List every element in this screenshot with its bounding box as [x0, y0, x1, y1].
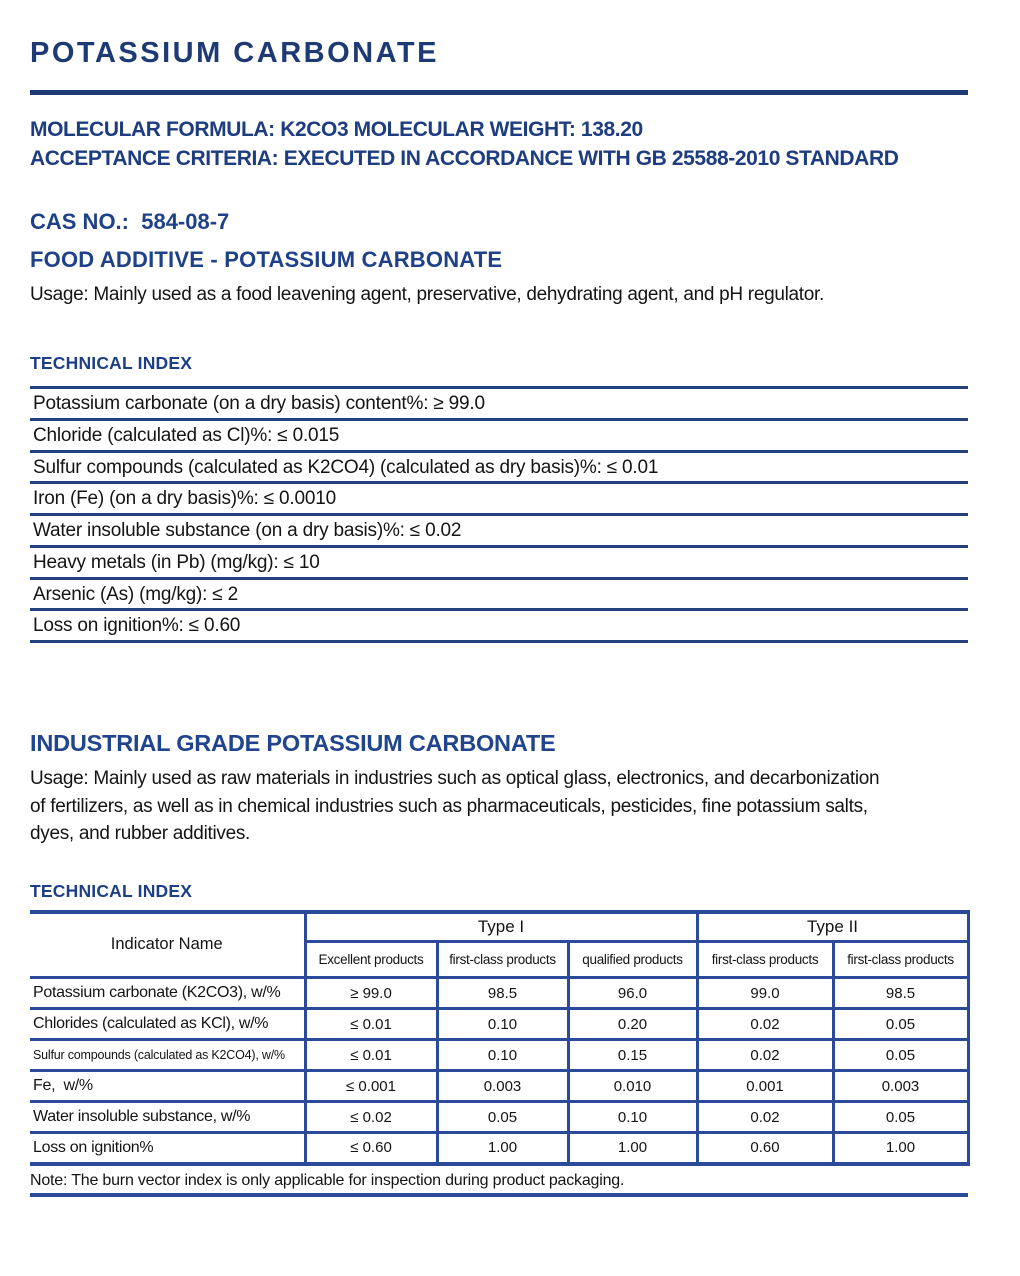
spec-row-text: Loss on ignition%: ≤ 0.60	[33, 615, 241, 637]
spec-row-text: Water insoluble substance (on a dry basis)%: ≤ 0.02	[33, 520, 462, 541]
value-cell: 0.05	[437, 1102, 568, 1133]
food-additive-heading: FOOD ADDITIVE - POTASSIUM CARBONATE	[30, 247, 503, 272]
value-cell: 1.00	[437, 1133, 568, 1164]
document-page	[0, 37, 1020, 1276]
value-cell: 0.02	[697, 1102, 833, 1133]
value-cell: ≤ 0.60	[305, 1133, 437, 1164]
sub-header-cell: qualified products	[568, 942, 697, 978]
spec-row	[30, 577, 968, 609]
value-cell: 0.02	[697, 1009, 833, 1040]
value-cell: ≥ 99.0	[305, 978, 437, 1009]
industrial-grade-heading: INDUSTRIAL GRADE POTASSIUM CARBONATE	[30, 730, 556, 756]
spec-row	[30, 450, 968, 482]
value-cell: 96.0	[568, 978, 697, 1009]
value-cell: 0.20	[568, 1009, 697, 1040]
molecular-info-block	[30, 116, 968, 173]
sub-header-cell: first-class products	[697, 942, 833, 978]
indicator-name-header: Indicator Name	[30, 912, 305, 978]
spec-row	[30, 513, 968, 545]
value-cell: 1.00	[568, 1133, 697, 1164]
value-cell: 1.00	[833, 1133, 968, 1164]
technical-index-heading-industrial: TECHNICAL INDEX	[30, 880, 193, 901]
usage-line: Usage: Mainly used as raw materials in industries such as optical glass, electronics, and decarbonization	[30, 768, 880, 789]
acceptance-criteria-line: ACCEPTANCE CRITERIA: EXECUTED IN ACCORDANCE WITH GB 25588-2010 STANDARD	[30, 146, 899, 170]
sub-header-cell: first-class products	[833, 942, 968, 978]
row-label-cell: Sulfur compounds (calculated as K2CO4), w/%	[30, 1040, 305, 1071]
industrial-spec-table	[30, 910, 970, 1166]
type-i-header: Type I	[305, 912, 697, 942]
value-cell: 0.15	[568, 1040, 697, 1071]
molecular-formula-line: MOLECULAR FORMULA: K2CO3 MOLECULAR WEIGHT: 138.20	[30, 118, 643, 141]
title-divider	[30, 90, 968, 95]
spec-row	[30, 386, 968, 418]
technical-index-heading-food: TECHNICAL INDEX	[30, 353, 193, 373]
usage-line: of fertilizers, as well as in chemical industries such as pharmaceuticals, pesticides, fine potassium salts,	[30, 795, 868, 817]
value-cell: ≤ 0.001	[305, 1071, 437, 1102]
industrial-usage-text	[30, 765, 968, 848]
spec-row	[30, 545, 968, 577]
value-cell: ≤ 0.01	[305, 1040, 437, 1071]
spec-row-text: Iron (Fe) (on a dry basis)%: ≤ 0.0010	[33, 488, 336, 510]
value-cell: ≤ 0.02	[305, 1102, 437, 1133]
row-label-cell: Water insoluble substance, w/%	[30, 1102, 305, 1133]
value-cell: 0.02	[697, 1040, 833, 1071]
table-row	[30, 1133, 968, 1164]
value-cell: 0.05	[833, 1102, 968, 1133]
table-row	[30, 1009, 968, 1040]
value-cell: 0.10	[568, 1102, 697, 1133]
table-row	[30, 978, 968, 1009]
spec-row-text: Chloride (calculated as Cl)%: ≤ 0.015	[33, 424, 340, 446]
value-cell: 0.05	[833, 1009, 968, 1040]
value-cell: 0.10	[437, 1040, 568, 1071]
cas-number: CAS NO.: 584-08-7	[30, 209, 230, 234]
sub-header-cell: first-class products	[437, 942, 568, 978]
spec-row-text: Heavy metals (in Pb) (mg/kg): ≤ 10	[33, 551, 320, 573]
table-note: Note: The burn vector index is only applicable for inspection during product packaging.	[30, 1166, 968, 1197]
value-cell: 0.10	[437, 1009, 568, 1040]
value-cell: 98.5	[437, 978, 568, 1009]
table-row	[30, 1071, 968, 1102]
spec-row	[30, 418, 968, 450]
row-label-cell: Chlorides (calculated as KCl), w/%	[30, 1009, 305, 1040]
spec-row-text: Arsenic (As) (mg/kg): ≤ 2	[33, 583, 238, 605]
value-cell: 0.001	[697, 1071, 833, 1102]
table-row	[30, 1102, 968, 1133]
document-title: POTASSIUM CARBONATE	[30, 37, 439, 69]
value-cell: 0.003	[437, 1071, 568, 1102]
value-cell: ≤ 0.01	[305, 1009, 437, 1040]
food-usage-text: Usage: Mainly used as a food leavening agent, preservative, dehydrating agent, and pH regulator.	[30, 284, 825, 305]
row-label-cell: Loss on ignition%	[30, 1133, 305, 1164]
spec-row-text: Sulfur compounds (calculated as K2CO4) (calculated as dry basis)%: ≤ 0.01	[33, 456, 659, 478]
row-label-cell: Fe, w/%	[30, 1071, 305, 1102]
spec-row	[30, 481, 968, 513]
value-cell: 0.010	[568, 1071, 697, 1102]
value-cell: 0.05	[833, 1040, 968, 1071]
value-cell: 99.0	[697, 978, 833, 1009]
usage-line: dyes, and rubber additives.	[30, 823, 251, 844]
value-cell: 0.60	[697, 1133, 833, 1164]
spec-row	[30, 608, 968, 640]
sub-header-cell: Excellent products	[305, 942, 437, 978]
spec-row-text: Potassium carbonate (on a dry basis) content%: ≥ 99.0	[33, 393, 485, 414]
food-spec-list	[30, 386, 968, 643]
value-cell: 98.5	[833, 978, 968, 1009]
value-cell: 0.003	[833, 1071, 968, 1102]
row-label-cell: Potassium carbonate (K2CO3), w/%	[30, 978, 305, 1009]
type-ii-header: Type II	[697, 912, 968, 942]
table-row	[30, 1040, 968, 1071]
